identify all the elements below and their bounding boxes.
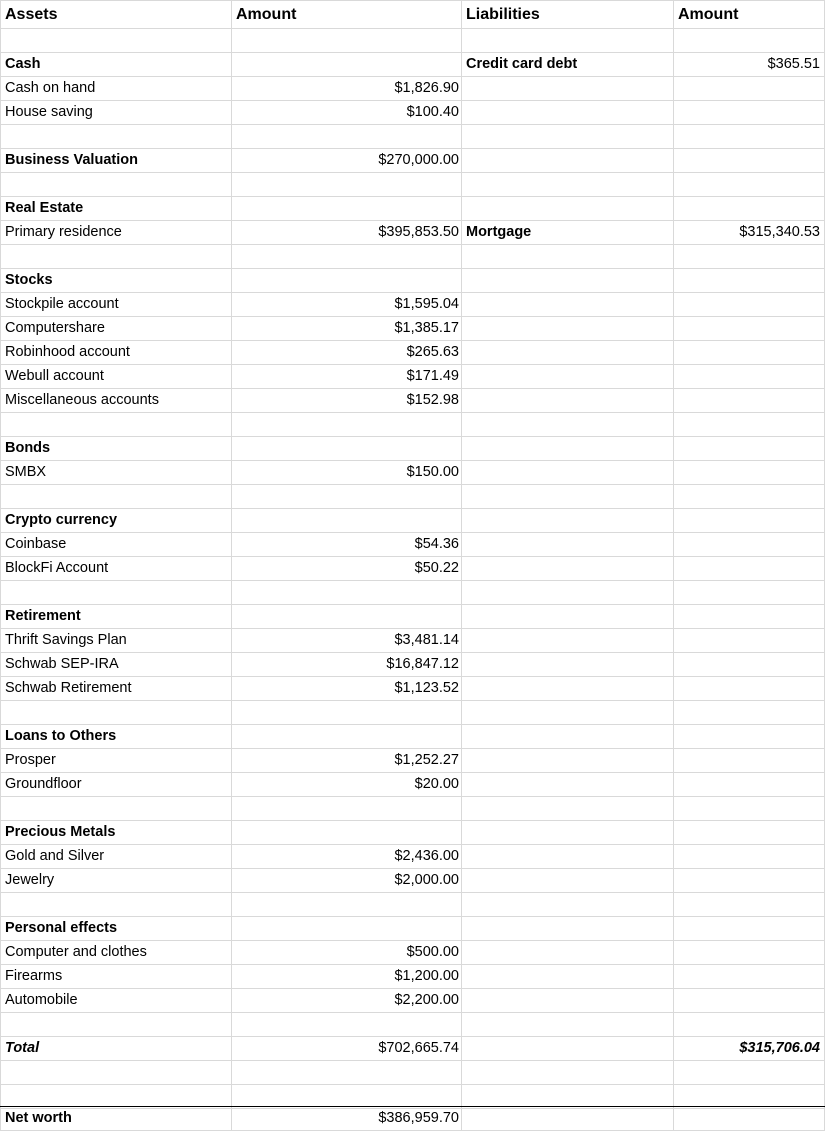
cell-amount[interactable]: $171.49	[232, 365, 462, 388]
table-row	[0, 365, 825, 389]
cell-amount[interactable]: $265.63	[232, 341, 462, 364]
cell-label[interactable]: Personal effects	[0, 917, 232, 940]
cell-liability-amount[interactable]	[674, 437, 825, 460]
cell-label[interactable]: Coinbase	[0, 533, 232, 556]
cell-liability-amount[interactable]	[674, 101, 825, 124]
table-row	[0, 125, 825, 149]
cell-liability[interactable]	[462, 581, 674, 604]
cell-liability[interactable]	[462, 125, 674, 148]
cell-label[interactable]	[0, 125, 232, 148]
cell-amount[interactable]: $152.98	[232, 389, 462, 412]
cell-amount[interactable]	[232, 437, 462, 460]
cell-label[interactable]	[0, 173, 232, 196]
table-row	[0, 317, 825, 341]
cell-label[interactable]	[0, 245, 232, 268]
cell-liability-amount[interactable]	[674, 989, 825, 1012]
cell-amount[interactable]	[232, 821, 462, 844]
cell-liability[interactable]	[462, 605, 674, 628]
header-row	[0, 1, 825, 29]
cell-label[interactable]: Stockpile account	[0, 293, 232, 316]
table-row	[0, 173, 825, 197]
cell-amount[interactable]: $2,000.00	[232, 869, 462, 892]
cell-label[interactable]	[0, 701, 232, 724]
cell-label[interactable]: Thrift Savings Plan	[0, 629, 232, 652]
cell-label[interactable]: Firearms	[0, 965, 232, 988]
table-row	[0, 773, 825, 797]
cell-label[interactable]: Jewelry	[0, 869, 232, 892]
table-row	[0, 821, 825, 845]
cell-liability-amount[interactable]	[674, 1061, 825, 1084]
cell-liability[interactable]	[462, 509, 674, 532]
cell-liability[interactable]	[462, 989, 674, 1012]
cell-liability-amount[interactable]	[674, 173, 825, 196]
cell-amount[interactable]	[232, 269, 462, 292]
cell-liability-amount[interactable]	[674, 389, 825, 412]
cell-liability-amount[interactable]	[674, 485, 825, 508]
header-amount-assets[interactable]: Amount	[232, 1, 462, 28]
cell-amount[interactable]: $50.22	[232, 557, 462, 580]
cell-liability-amount[interactable]	[674, 701, 825, 724]
cell-amount[interactable]: $1,200.00	[232, 965, 462, 988]
cell-liability[interactable]	[462, 629, 674, 652]
cell-label[interactable]: Schwab Retirement	[0, 677, 232, 700]
cell-liability-amount[interactable]: $315,706.04	[674, 1037, 825, 1060]
cell-amount[interactable]	[232, 245, 462, 268]
table-row	[0, 269, 825, 293]
cell-liability[interactable]	[462, 293, 674, 316]
cell-amount[interactable]: $270,000.00	[232, 149, 462, 172]
cell-liability-amount[interactable]	[674, 773, 825, 796]
cell-liability-amount[interactable]	[674, 557, 825, 580]
table-row	[0, 917, 825, 941]
cell-label[interactable]: Retirement	[0, 605, 232, 628]
cell-liability-amount[interactable]	[674, 845, 825, 868]
cell-amount[interactable]	[232, 893, 462, 916]
cell-liability[interactable]	[462, 653, 674, 676]
cell-amount[interactable]	[232, 413, 462, 436]
cell-liability[interactable]	[462, 1037, 674, 1060]
cell-liability-amount[interactable]	[674, 29, 825, 52]
cell-liability-amount[interactable]	[674, 749, 825, 772]
cell-liability-amount[interactable]	[674, 245, 825, 268]
cell-amount[interactable]: $3,481.14	[232, 629, 462, 652]
cell-label[interactable]	[0, 485, 232, 508]
cell-liability-amount[interactable]	[674, 581, 825, 604]
cell-label[interactable]: Computer and clothes	[0, 941, 232, 964]
table-row	[0, 1037, 825, 1061]
table-row	[0, 485, 825, 509]
cell-label[interactable]: Computershare	[0, 317, 232, 340]
cell-amount[interactable]: $395,853.50	[232, 221, 462, 244]
cell-amount[interactable]	[232, 125, 462, 148]
cell-amount[interactable]	[232, 581, 462, 604]
table-row	[0, 29, 825, 53]
cell-label[interactable]: Groundfloor	[0, 773, 232, 796]
cell-liability-amount[interactable]	[674, 149, 825, 172]
cell-liability-amount[interactable]: $365.51	[674, 53, 825, 76]
cell-amount[interactable]: $100.40	[232, 101, 462, 124]
cell-label[interactable]: Primary residence	[0, 221, 232, 244]
cell-liability-amount[interactable]	[674, 1013, 825, 1036]
cell-liability[interactable]	[462, 29, 674, 52]
cell-label[interactable]: Miscellaneous accounts	[0, 389, 232, 412]
cell-label[interactable]	[0, 29, 232, 52]
cell-amount[interactable]	[232, 605, 462, 628]
table-row	[0, 1061, 825, 1085]
table-row	[0, 989, 825, 1013]
table-row	[0, 581, 825, 605]
table-row	[0, 197, 825, 221]
cell-liability[interactable]	[462, 533, 674, 556]
cell-amount[interactable]	[232, 173, 462, 196]
table-row	[0, 437, 825, 461]
cell-liability[interactable]	[462, 965, 674, 988]
cell-amount[interactable]: $1,595.04	[232, 293, 462, 316]
table-row	[0, 629, 825, 653]
cell-liability[interactable]	[462, 869, 674, 892]
cell-liability[interactable]	[462, 749, 674, 772]
table-row	[0, 605, 825, 629]
cell-amount[interactable]	[232, 797, 462, 820]
cell-liability[interactable]	[462, 773, 674, 796]
cell-liability[interactable]	[462, 797, 674, 820]
cell-amount[interactable]: $2,200.00	[232, 989, 462, 1012]
cell-liability[interactable]	[462, 485, 674, 508]
cell-liability-amount[interactable]	[674, 125, 825, 148]
cell-liability-amount[interactable]: $315,340.53	[674, 221, 825, 244]
table-row	[0, 533, 825, 557]
cell-label[interactable]	[0, 413, 232, 436]
cell-liability[interactable]	[462, 725, 674, 748]
cell-amount[interactable]	[232, 53, 462, 76]
header-amount-liabilities[interactable]: Amount	[674, 1, 825, 28]
cell-liability-amount[interactable]	[674, 941, 825, 964]
table-row	[0, 389, 825, 413]
cell-liability[interactable]	[462, 1013, 674, 1036]
table-row	[0, 245, 825, 269]
cell-liability-amount[interactable]	[674, 365, 825, 388]
cell-amount[interactable]: $1,252.27	[232, 749, 462, 772]
table-row	[0, 53, 825, 77]
cell-liability[interactable]	[462, 77, 674, 100]
cell-liability[interactable]	[462, 941, 674, 964]
table-row	[0, 677, 825, 701]
cell-liability-amount[interactable]	[674, 317, 825, 340]
cell-liability[interactable]	[462, 1085, 674, 1108]
cell-liability[interactable]	[462, 557, 674, 580]
table-row	[0, 77, 825, 101]
table-row	[0, 845, 825, 869]
cell-amount[interactable]: $386,959.70	[232, 1107, 462, 1130]
cell-label[interactable]: Stocks	[0, 269, 232, 292]
cell-liability[interactable]	[462, 341, 674, 364]
cell-label[interactable]: Net worth	[0, 1107, 232, 1130]
cell-label[interactable]: Total	[0, 1037, 232, 1060]
cell-label[interactable]: Gold and Silver	[0, 845, 232, 868]
cell-label[interactable]: Automobile	[0, 989, 232, 1012]
cell-liability[interactable]	[462, 821, 674, 844]
cell-liability[interactable]	[462, 893, 674, 916]
cell-liability[interactable]	[462, 245, 674, 268]
cell-label[interactable]	[0, 581, 232, 604]
cell-liability[interactable]	[462, 1107, 674, 1130]
table-row	[0, 965, 825, 989]
cell-liability-amount[interactable]	[674, 461, 825, 484]
cell-label[interactable]: Cash on hand	[0, 77, 232, 100]
table-row	[0, 1107, 825, 1131]
cell-liability-amount[interactable]	[674, 293, 825, 316]
cell-amount[interactable]: $702,665.74	[232, 1037, 462, 1060]
cell-liability-amount[interactable]	[674, 965, 825, 988]
cell-amount[interactable]	[232, 725, 462, 748]
cell-liability[interactable]: Mortgage	[462, 221, 674, 244]
cell-amount[interactable]: $54.36	[232, 533, 462, 556]
table-row	[0, 893, 825, 917]
cell-liability[interactable]	[462, 701, 674, 724]
cell-liability-amount[interactable]	[674, 797, 825, 820]
table-row	[0, 557, 825, 581]
table-row	[0, 749, 825, 773]
cell-liability-amount[interactable]	[674, 821, 825, 844]
cell-amount[interactable]: $1,123.52	[232, 677, 462, 700]
table-row	[0, 653, 825, 677]
cell-amount[interactable]	[232, 1013, 462, 1036]
net-worth-separator	[0, 1106, 825, 1107]
cell-liability[interactable]	[462, 437, 674, 460]
cell-liability-amount[interactable]	[674, 197, 825, 220]
cell-label[interactable]: Business Valuation	[0, 149, 232, 172]
cell-liability-amount[interactable]	[674, 77, 825, 100]
cell-label[interactable]	[0, 1061, 232, 1084]
cell-liability-amount[interactable]	[674, 725, 825, 748]
cell-liability[interactable]	[462, 317, 674, 340]
cell-liability[interactable]	[462, 101, 674, 124]
table-row	[0, 341, 825, 365]
cell-liability-amount[interactable]	[674, 893, 825, 916]
cell-label[interactable]: Loans to Others	[0, 725, 232, 748]
cell-label[interactable]: Cash	[0, 53, 232, 76]
cell-amount[interactable]: $1,385.17	[232, 317, 462, 340]
cell-liability-amount[interactable]	[674, 1085, 825, 1108]
cell-liability-amount[interactable]	[674, 509, 825, 532]
cell-liability-amount[interactable]	[674, 533, 825, 556]
cell-liability[interactable]	[462, 461, 674, 484]
cell-liability[interactable]	[462, 197, 674, 220]
cell-label[interactable]: Real Estate	[0, 197, 232, 220]
cell-liability[interactable]: Credit card debt	[462, 53, 674, 76]
cell-label[interactable]: Bonds	[0, 437, 232, 460]
cell-liability[interactable]	[462, 845, 674, 868]
cell-label[interactable]	[0, 1085, 232, 1108]
cell-label[interactable]: BlockFi Account	[0, 557, 232, 580]
cell-liability[interactable]	[462, 1061, 674, 1084]
cell-amount[interactable]: $16,847.12	[232, 653, 462, 676]
cell-liability-amount[interactable]	[674, 341, 825, 364]
cell-amount[interactable]: $2,436.00	[232, 845, 462, 868]
cell-liability-amount[interactable]	[674, 869, 825, 892]
table-row	[0, 941, 825, 965]
cell-amount[interactable]	[232, 509, 462, 532]
cell-amount[interactable]: $20.00	[232, 773, 462, 796]
header-assets[interactable]: Assets	[0, 1, 232, 28]
cell-label[interactable]	[0, 797, 232, 820]
cell-liability[interactable]	[462, 173, 674, 196]
cell-label[interactable]: Precious Metals	[0, 821, 232, 844]
cell-label[interactable]: Prosper	[0, 749, 232, 772]
cell-amount[interactable]: $500.00	[232, 941, 462, 964]
cell-liability-amount[interactable]	[674, 605, 825, 628]
table-row	[0, 221, 825, 245]
cell-amount[interactable]: $1,826.90	[232, 77, 462, 100]
cell-label[interactable]: SMBX	[0, 461, 232, 484]
cell-label[interactable]: Schwab SEP-IRA	[0, 653, 232, 676]
table-row	[0, 797, 825, 821]
cell-liability[interactable]	[462, 365, 674, 388]
table-row	[0, 869, 825, 893]
table-row	[0, 725, 825, 749]
cell-amount[interactable]	[232, 917, 462, 940]
cell-label[interactable]	[0, 893, 232, 916]
cell-liability[interactable]	[462, 269, 674, 292]
cell-liability[interactable]	[462, 677, 674, 700]
cell-amount[interactable]	[232, 485, 462, 508]
table-row	[0, 509, 825, 533]
cell-liability[interactable]	[462, 149, 674, 172]
cell-liability-amount[interactable]	[674, 413, 825, 436]
table-row	[0, 293, 825, 317]
cell-amount[interactable]	[232, 197, 462, 220]
cell-liability-amount[interactable]	[674, 269, 825, 292]
cell-label[interactable]: House saving	[0, 101, 232, 124]
cell-liability-amount[interactable]	[674, 917, 825, 940]
cell-liability-amount[interactable]	[674, 1107, 825, 1130]
table-row	[0, 1013, 825, 1037]
cell-amount[interactable]	[232, 1085, 462, 1108]
cell-amount[interactable]	[232, 1061, 462, 1084]
cell-label[interactable]	[0, 1013, 232, 1036]
cell-amount[interactable]: $150.00	[232, 461, 462, 484]
cell-liability[interactable]	[462, 917, 674, 940]
cell-liability-amount[interactable]	[674, 677, 825, 700]
table-row	[0, 701, 825, 725]
table-row	[0, 413, 825, 437]
table-row	[0, 461, 825, 485]
cell-label[interactable]: Webull account	[0, 365, 232, 388]
table-row	[0, 149, 825, 173]
cell-amount[interactable]	[232, 29, 462, 52]
cell-label[interactable]: Robinhood account	[0, 341, 232, 364]
cell-label[interactable]: Crypto currency	[0, 509, 232, 532]
table-row	[0, 101, 825, 125]
header-liabilities[interactable]: Liabilities	[462, 1, 674, 28]
cell-amount[interactable]	[232, 701, 462, 724]
cell-liability[interactable]	[462, 389, 674, 412]
cell-liability[interactable]	[462, 413, 674, 436]
cell-liability-amount[interactable]	[674, 653, 825, 676]
cell-liability-amount[interactable]	[674, 629, 825, 652]
